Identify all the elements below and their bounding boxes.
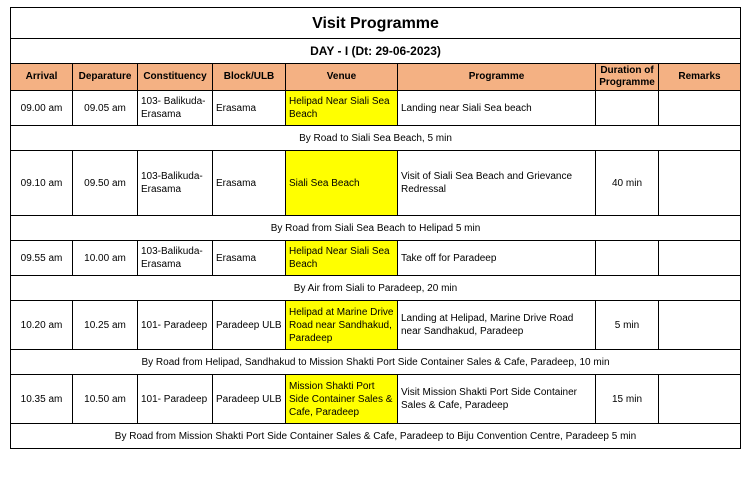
header-remarks: Remarks	[659, 64, 741, 91]
header-constituency: Constituency	[138, 64, 213, 91]
arrival-cell: 10.20 am	[11, 301, 73, 350]
constituency-cell: 103- Balikuda-Erasama	[138, 91, 213, 126]
transit-note: By Air from Siali to Paradeep, 20 min	[11, 276, 741, 301]
constituency-cell: 101- Paradeep	[138, 301, 213, 350]
transit-note: By Road from Mission Shakti Port Side Container Sales & Cafe, Paradeep to Biju Convention Centre, Paradeep 5 min	[11, 424, 741, 449]
departure-cell: 10.00 am	[73, 241, 138, 276]
duration-cell: 15 min	[596, 375, 659, 424]
programme-cell: Visit Mission Shakti Port Side Container Sales & Cafe, Paradeep	[398, 375, 596, 424]
departure-cell: 09.05 am	[73, 91, 138, 126]
arrival-cell: 10.35 am	[11, 375, 73, 424]
duration-cell: 40 min	[596, 151, 659, 216]
header-departure: Deparature	[73, 64, 138, 91]
block-cell: Erasama	[213, 151, 286, 216]
constituency-cell: 101- Paradeep	[138, 375, 213, 424]
remarks-cell	[659, 301, 741, 350]
programme-cell: Landing near Siali Sea beach	[398, 91, 596, 126]
duration-cell	[596, 91, 659, 126]
transit-note: By Road from Siali Sea Beach to Helipad 5 min	[11, 216, 741, 241]
day-heading: DAY - I (Dt: 29-06-2023)	[11, 39, 741, 64]
transit-note: By Road to Siali Sea Beach, 5 min	[11, 126, 741, 151]
venue-cell: Siali Sea Beach	[286, 151, 398, 216]
block-cell: Paradeep ULB	[213, 375, 286, 424]
remarks-cell	[659, 241, 741, 276]
table-row	[11, 301, 741, 350]
table-row	[11, 241, 741, 276]
arrival-cell: 09.00 am	[11, 91, 73, 126]
remarks-cell	[659, 151, 741, 216]
venue-cell: Mission Shakti Port Side Container Sales & Cafe, Paradeep	[286, 375, 398, 424]
transit-note: By Road from Helipad, Sandhakud to Mission Shakti Port Side Container Sales & Cafe, Paradeep, 10 min	[11, 350, 741, 375]
arrival-cell: 09.55 am	[11, 241, 73, 276]
programme-cell: Take off for Paradeep	[398, 241, 596, 276]
header-duration: Duration of Programme	[596, 64, 659, 91]
remarks-cell	[659, 91, 741, 126]
block-cell: Paradeep ULB	[213, 301, 286, 350]
programme-cell: Landing at Helipad, Marine Drive Road near Sandhakud, Paradeep	[398, 301, 596, 350]
header-programme: Programme	[398, 64, 596, 91]
remarks-cell	[659, 375, 741, 424]
visit-programme-table	[10, 7, 741, 449]
duration-cell: 5 min	[596, 301, 659, 350]
block-cell: Erasama	[213, 241, 286, 276]
constituency-cell: 103-Balikuda-Erasama	[138, 241, 213, 276]
table-row	[11, 91, 741, 126]
venue-cell: Helipad at Marine Drive Road near Sandhakud, Paradeep	[286, 301, 398, 350]
header-venue: Venue	[286, 64, 398, 91]
block-cell: Erasama	[213, 91, 286, 126]
table-row	[11, 375, 741, 424]
header-block: Block/ULB	[213, 64, 286, 91]
arrival-cell: 09.10 am	[11, 151, 73, 216]
header-arrival: Arrival	[11, 64, 73, 91]
venue-cell: Helipad Near Siali Sea Beach	[286, 241, 398, 276]
table-header-row	[11, 64, 741, 91]
constituency-cell: 103-Balikuda-Erasama	[138, 151, 213, 216]
table-row	[11, 151, 741, 216]
duration-cell	[596, 241, 659, 276]
document-title: Visit Programme	[11, 8, 741, 39]
departure-cell: 10.25 am	[73, 301, 138, 350]
departure-cell: 09.50 am	[73, 151, 138, 216]
venue-cell: Helipad Near Siali Sea Beach	[286, 91, 398, 126]
visit-programme-document	[10, 7, 741, 449]
departure-cell: 10.50 am	[73, 375, 138, 424]
programme-cell: Visit of Siali Sea Beach and Grievance Redressal	[398, 151, 596, 216]
